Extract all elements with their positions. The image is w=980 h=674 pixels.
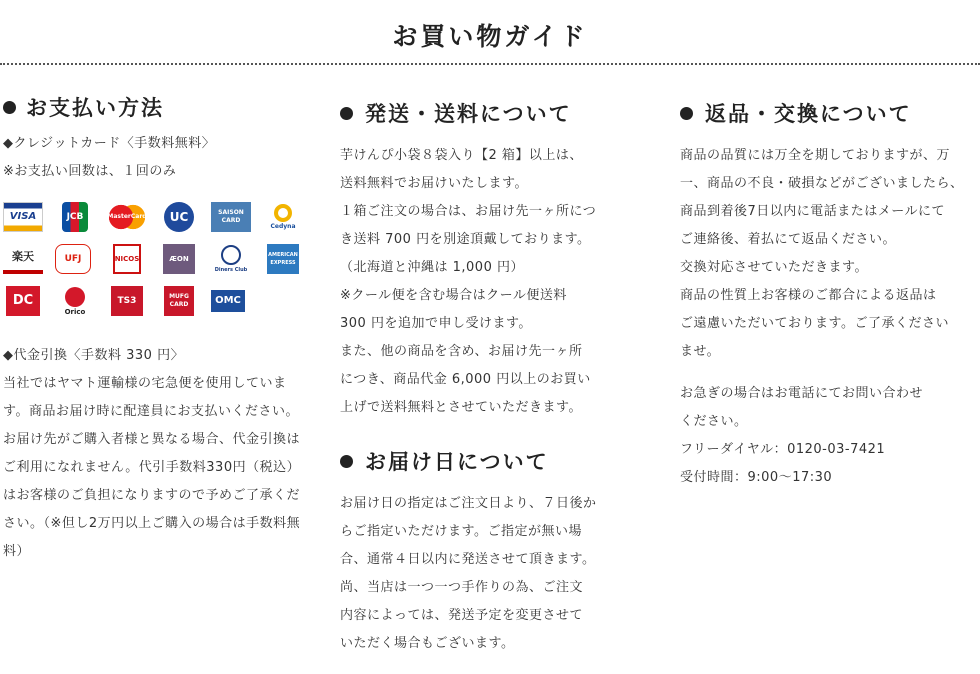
mufg-logo (164, 286, 194, 316)
card-logo-text: OMC (215, 295, 241, 306)
shipping-heading (340, 98, 640, 128)
delivery-heading (340, 446, 640, 476)
card-logo-text: ÆON (169, 255, 189, 263)
dotted-divider (0, 63, 980, 65)
card-logo-text: UFJ (64, 254, 82, 264)
card-logo-text: Orico (64, 307, 86, 316)
orico-mark-icon (65, 287, 85, 307)
jcb-logo (62, 202, 88, 232)
rakuten-logo (3, 244, 43, 274)
cedyna-logo (263, 202, 303, 232)
aeon-logo (163, 244, 195, 274)
dc-logo (6, 286, 40, 316)
card-logo-text: JCB (66, 212, 84, 222)
returns-heading (680, 98, 980, 128)
credit-card-note: ※お支払い回数は、１回のみ (3, 164, 177, 179)
card-logo-grid (3, 202, 303, 316)
bullet-icon (680, 107, 693, 120)
card-logo-text: 楽天 (12, 250, 34, 263)
card-logo-text: DC (12, 293, 34, 308)
ts3-logo (111, 286, 143, 316)
bullet-icon (340, 455, 353, 468)
payment-section (3, 92, 303, 566)
bullet-icon (3, 101, 16, 114)
card-logo-text: MUFG CARD (169, 293, 189, 308)
card-logo-text: MasterCard (107, 213, 147, 220)
returns-section (680, 92, 980, 492)
payment-heading (3, 92, 303, 122)
card-logo-text: SAISON CARD (218, 209, 244, 224)
shipping-section (340, 92, 640, 658)
card-logo-text: VISA (9, 211, 37, 222)
card-logo-text: UC (169, 210, 189, 224)
returns-heading-text: 返品・交換について (705, 101, 912, 126)
card-logo-text: NICOS (114, 255, 140, 263)
inquiry-info: お急ぎの場合はお電話にてお問い合わせ ください。 フリーダイヤル：0120-03-7421 受付時間：9:00～17:30 (680, 386, 924, 485)
nicos-logo (113, 244, 141, 274)
shipping-heading-text: 発送・送料について (365, 101, 572, 126)
cod-description: 当社ではヤマト運輸様の宅急便を使用しています。商品お届け時に配達員にお支払いください。お届け先がご購入者様と異なる場合、代金引換はご利用になれません。代引手数料330円（税込）はお客様のご負担になりますので予めご了承ください。（※但し2万円以上ご購入の場合は手数料無料） (3, 376, 301, 559)
saison-logo (211, 202, 251, 232)
card-logo-text: AMERICAN EXPRESS (268, 252, 298, 266)
delivery-heading-text: お届け日について (365, 449, 549, 474)
orico-logo (55, 286, 95, 316)
omc-logo (211, 290, 245, 312)
diners-logo (211, 244, 251, 274)
ufj-logo (55, 244, 91, 274)
delivery-description: お届け日の指定はご注文日より、７日後か らご指定いただけます。ご指定が無い場 合、通常４日以内に発送させて頂きます。 尚、当店は一つ一つ手作りの為、ご注文 内容によっては、発送予定を変更させて いただく場合もございます。 (340, 496, 597, 651)
cedyna-mark-icon (274, 204, 292, 222)
diners-mark-icon (221, 245, 241, 265)
card-logo-text: Cedyna (270, 222, 296, 230)
uc-logo (164, 202, 194, 232)
visa-logo (3, 202, 43, 232)
payment-heading-text: お支払い方法 (26, 95, 164, 120)
credit-card-label: ◆クレジットカード〈手数料無料〉 (3, 136, 216, 151)
card-logo-text: TS3 (117, 296, 137, 306)
amex-logo (267, 244, 299, 274)
bullet-icon (340, 107, 353, 120)
shipping-description: 芋けんぴ小袋８袋入り【2 箱】以上は、 送料無料でお届けいたします。 １箱ご注文の場合は、お届け先一ヶ所につ き送料 700 円を別途頂戴しております。 （北海道と沖縄は 1,000 円） ※クール便を含む場合はクール便送料 300 円を追加で申し受けます。 また、他の商品を含め、お届け先一ヶ所 につき、商品代金 6,000 円以上のお買い 上げで送料無料とさせていただきます。 (340, 148, 597, 415)
cod-label: ◆代金引換〈手数料 330 円〉 (3, 348, 185, 363)
mastercard-logo (107, 202, 147, 232)
page-title: お買い物ガイド (392, 22, 588, 51)
returns-description: 商品の品質には万全を期しておりますが、万 一、商品の不良・破損などがございましたら、 商品到着後7日以内に電話またはメールにて ご連絡後、着払にて返品ください。 交換対応させていただきます。 商品の性質上お客様のご都合による返品は ご遠慮いただいております。ご了承ください ませ。 (680, 148, 964, 359)
card-logo-text: Diners Club (214, 266, 248, 273)
